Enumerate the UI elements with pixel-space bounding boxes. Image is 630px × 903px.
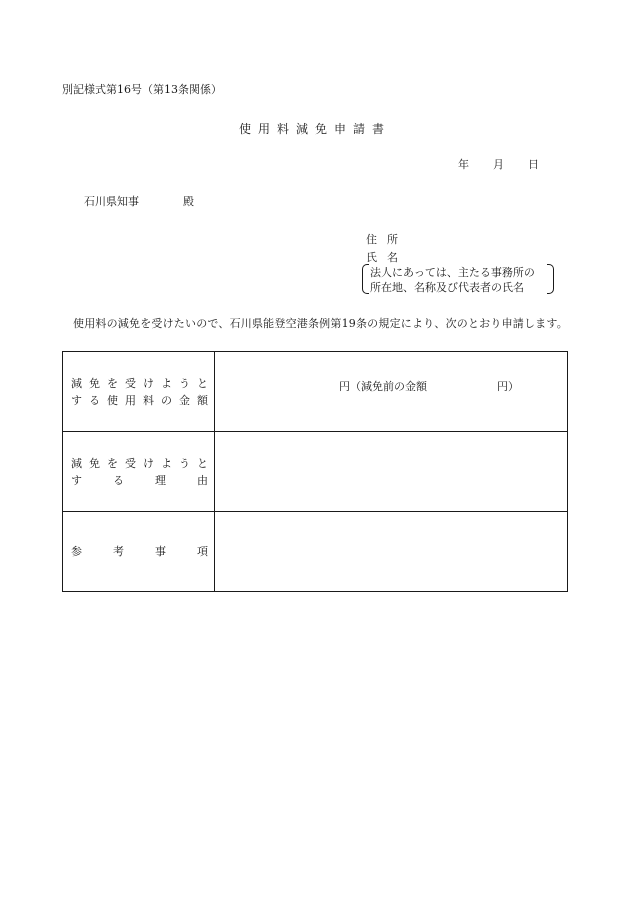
label-char: 受: [125, 376, 136, 390]
left-bracket: [362, 264, 369, 294]
label-char: 由: [197, 473, 208, 487]
label-char: る: [113, 473, 124, 487]
reason-label-line2: [71, 472, 208, 489]
remarks-label-cell: [63, 512, 215, 592]
label-char: 金: [179, 393, 190, 407]
label-char: と: [197, 456, 208, 470]
label-char: 免: [89, 456, 100, 470]
label-char: 使: [107, 393, 118, 407]
amount-label-cell: [63, 352, 215, 432]
form-number: 別記様式第16号（第13条関係）: [62, 83, 222, 96]
name-label: 氏名: [366, 251, 408, 264]
amount-label-line2: [71, 392, 208, 409]
amount-before-prefix: （減免前の金額: [350, 379, 427, 393]
date-day: 日: [528, 158, 539, 171]
reason-label-line1: [71, 455, 208, 472]
date-year: 年: [458, 158, 469, 171]
label-char: よ: [161, 376, 172, 390]
label-char: す: [71, 473, 82, 487]
date-line: [458, 156, 539, 172]
label-char: 減: [71, 456, 82, 470]
remarks-label-line1: [71, 543, 208, 560]
application-table: [62, 351, 568, 592]
table-row-remarks: [63, 512, 568, 592]
amount-yen: 円: [339, 379, 350, 393]
date-month: 月: [493, 158, 504, 171]
amount-label-line1: [71, 375, 208, 392]
label-char: す: [71, 393, 82, 407]
label-char: 免: [89, 376, 100, 390]
label-char: る: [89, 393, 100, 407]
amount-input-cell[interactable]: [215, 352, 568, 432]
amount-line: [215, 378, 567, 394]
label-char: 項: [197, 545, 208, 558]
addressee-honorific: 殿: [183, 195, 194, 208]
table-row-amount: [63, 352, 568, 432]
table-row-reason: [63, 432, 568, 512]
label-char: 考: [113, 545, 124, 558]
amount-before-suffix: 円）: [497, 379, 519, 393]
label-char: う: [179, 456, 190, 470]
label-char: け: [143, 456, 154, 470]
addressee-name: 石川県知事: [84, 195, 139, 208]
label-char: 理: [155, 473, 166, 487]
label-char: と: [197, 376, 208, 390]
label-char: 減: [71, 376, 82, 390]
addressee: [84, 193, 194, 209]
label-char: う: [179, 376, 190, 390]
label-char: を: [107, 376, 118, 390]
document-title: 使用料減免申請書: [238, 122, 391, 136]
right-bracket: [547, 264, 554, 294]
label-char: の: [161, 393, 172, 407]
label-char: け: [143, 376, 154, 390]
label-char: 事: [155, 545, 166, 558]
label-char: を: [107, 456, 118, 470]
remarks-input-cell[interactable]: [215, 512, 568, 592]
label-char: 用: [125, 393, 136, 407]
corporation-note-line2: 所在地、名称及び代表者の氏名: [370, 281, 524, 294]
body-text: 使用料の減免を受けたいので、石川県能登空港条例第19条の規定により、次のとおり申請します。: [73, 317, 568, 330]
address-label: 住所: [366, 233, 408, 246]
reason-label-cell: [63, 432, 215, 512]
label-char: 受: [125, 456, 136, 470]
reason-input-cell[interactable]: [215, 432, 568, 512]
corporation-note: [362, 264, 554, 294]
label-char: 額: [197, 393, 208, 407]
label-char: 参: [71, 545, 82, 558]
label-char: よ: [161, 456, 172, 470]
corporation-note-line1: 法人にあっては、主たる事務所の: [370, 266, 535, 279]
label-char: 料: [143, 393, 154, 407]
